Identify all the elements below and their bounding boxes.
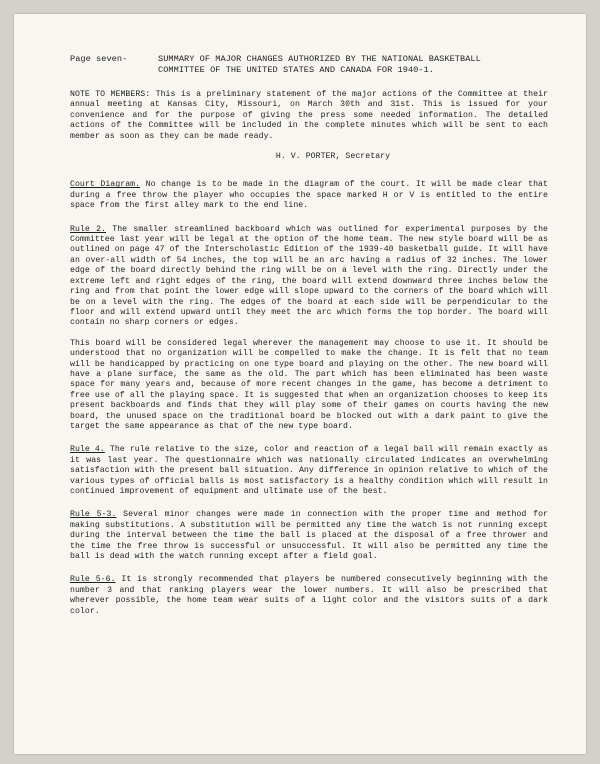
- section-text: It is strongly recommended that players be numbered consecutively beginning with the number 3 and that ranking players wear the lower numbers. It will also be prescribed that wherever possible, the home team wear suits of a light color and the visitors suits of a dark color.: [70, 575, 548, 616]
- note-text: This is a preliminary statement of the major actions of the Committee at their annual meeting at Kansas City, Missouri, on March 30th and 31st. This is issued for your convenience and for the purpose of giving the press some needed information. The detailed actions of the Committee will be included in the complete minutes which will be sent to each member as soon as they can be made ready.: [70, 90, 548, 141]
- page-label: Page seven-: [70, 54, 128, 64]
- document-header: [70, 54, 548, 76]
- document-title: [158, 54, 548, 76]
- section-text: This board will be considered legal wherever the management may choose to use it. It should be understood that no organization will be compelled to make the change. It is felt that no team will be handicapped by practicing on one type board and playing on the other. The new board will have a plane surface, the same as the old. The part which has been eliminated has been waste space for many years and, because of more recent changes in the game, has become a detriment to free use of all the playing space. It is suggested that when an organization chooses to keep its present backboards and finds that they will play some of their games on courts having the new board, the unused space on the traditional board be blocked out with a dark paint to give the target the same appearance as that of the new type board.: [70, 338, 548, 431]
- note-to-members: [70, 90, 548, 142]
- section-label: Rule 5-3.: [70, 510, 117, 520]
- section-rule-5-6: [70, 575, 548, 617]
- section-rule-5-3: [70, 510, 548, 562]
- section-court-diagram: [70, 180, 548, 211]
- section-label: Court Diagram.: [70, 180, 141, 190]
- section-text: The smaller streamlined backboard which was outlined for experimental purposes by the Committee last year will be legal at the option of the home team. The new style board will be as outlined on page 47 of the Interscholastic Edition of the 1939-40 basketball guide. It will have an over-all width of 54 inches, the top will be an arc having a radius of 32 inches. The lower edge of the board directly behind the ring will be on a level with the ring. Directly under the extreme left and right edges of the ring, the board will extend downward three inches below the ring and from that point the lower edge will slope upward to the corners of the board which will be on a level with the ring. The edges of the board at each side will be perpendicular to the floor and will extend upward until they meet the arc which forms the top border. The board will contain no sharp corners or edges.: [70, 224, 549, 328]
- title-line: SUMMARY OF MAJOR CHANGES AUTHORIZED BY THE NATIONAL BASKETBALL: [158, 54, 481, 64]
- section-text: Several minor changes were made in connection with the proper time and method for making substitutions. A substitution will be permitted any time the watch is not running except during the interval between the time the ball is placed at the disposal of a free thrower and the time the free throw is successful or unsuccessful. It will also be permitted any time the ball is dead with the watch running except after a field goal.: [70, 510, 548, 562]
- section-label: Rule 5-6.: [70, 575, 116, 585]
- section-rule-2-continued: [70, 339, 548, 433]
- section-label: Rule 4.: [70, 445, 105, 455]
- section-text: The rule relative to the size, color and reaction of a legal ball will remain exactly as it was last year. The questionnaire which was nationally circulated indicates an overwhelming satisfaction with the present ball situation. Any difference in opinion relative to which of the various types of official balls is most satisfactory is a healthy condition which will result in continued improvement of equipment and ultimate use of the best.: [70, 445, 548, 496]
- section-rule-2: [70, 225, 548, 329]
- signature: H. V. PORTER, Secretary: [275, 152, 391, 162]
- document-body: [70, 54, 548, 627]
- section-text: No change is to be made in the diagram of the court. It will be made clear that during a free throw the player who occupies the space marked H or V is entitled to the entire space from the first alley mark to the end line.: [70, 180, 548, 211]
- document-page: [14, 14, 586, 754]
- section-rule-4: [70, 445, 548, 497]
- note-label: NOTE TO MEMBERS:: [70, 90, 151, 99]
- title-line: COMMITTEE OF THE UNITED STATES AND CANADA FOR 1940-1.: [158, 65, 434, 75]
- section-label: Rule 2.: [70, 224, 107, 234]
